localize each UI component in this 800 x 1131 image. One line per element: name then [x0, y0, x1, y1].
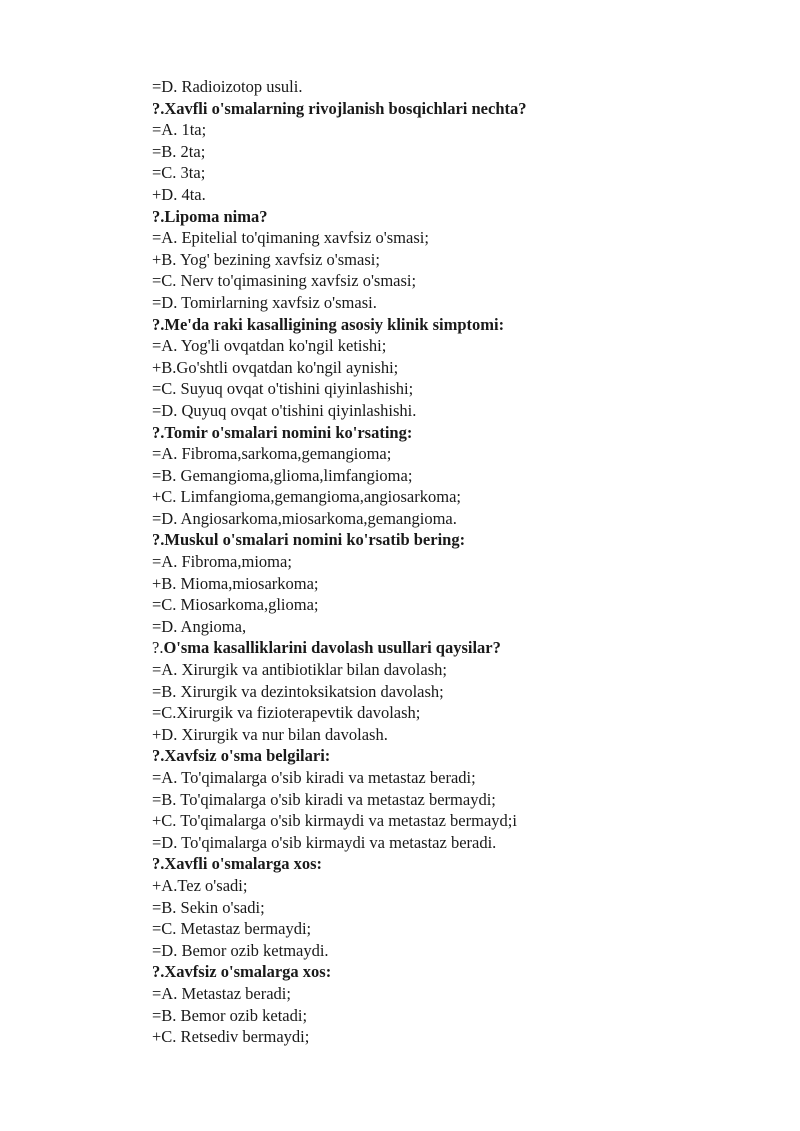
answer-option: =C. Suyuq ovqat o'tishini qiyinlashishi;	[152, 379, 414, 399]
answer-option: =C. 3ta;	[152, 163, 206, 183]
question-text: Muskul o'smalari nomini ko'rsatib bering:	[164, 530, 466, 550]
question-marker: ?.	[152, 746, 165, 766]
question-text: Tomir o'smalari nomini ko'rsating:	[164, 422, 413, 442]
answer-option: +C. Limfangioma,gemangioma,angiosarkoma;	[152, 487, 461, 507]
answer-option: =C. Metastaz bermaydi;	[152, 919, 312, 939]
answer-option: =A. Yog'li ovqatdan ko'ngil ketishi;	[152, 336, 387, 356]
question-marker: ?.	[152, 638, 164, 658]
question-line	[152, 206, 772, 228]
question-marker: ?.	[152, 854, 165, 874]
answer-option: =B. Xirurgik va dezintoksikatsion davolash;	[152, 681, 444, 701]
question-line	[152, 314, 772, 336]
question-line	[152, 637, 772, 659]
answer-option: +C. To'qimalarga o'sib kirmaydi va metastaz bermayd;i	[152, 811, 517, 831]
question-line	[152, 529, 772, 551]
answer-option: =B. Bemor ozib ketadi;	[152, 1005, 308, 1025]
question-marker: ?.	[152, 422, 165, 442]
answer-option: =B. Sekin o'sadi;	[152, 897, 265, 917]
answer-option: =A. Fibroma,mioma;	[152, 552, 292, 572]
answer-option: =A. Fibroma,sarkoma,gemangioma;	[152, 444, 392, 464]
answer-option: =A. Xirurgik va antibiotiklar bilan davolash;	[152, 660, 447, 680]
answer-option: =B. Gemangioma,glioma,limfangioma;	[152, 465, 413, 485]
question-line	[152, 98, 772, 120]
answer-option: =D. Bemor ozib ketmaydi.	[152, 940, 329, 960]
question-text: Me'da raki kasalligining asosiy klinik simptomi:	[164, 314, 505, 334]
answer-option: +A.Tez o'sadi;	[152, 875, 248, 895]
answer-option: =D. Radioizotop usuli.	[152, 77, 303, 96]
question-marker: ?.	[152, 98, 165, 118]
answer-option: =D. Quyuq ovqat o'tishini qiyinlashishi.	[152, 400, 417, 420]
answer-option: =A. Epitelial to'qimaning xavfsiz o'smasi;	[152, 228, 429, 248]
answer-option: =A. Metastaz beradi;	[152, 983, 291, 1003]
answer-option: =D. Tomirlarning xavfsiz o'smasi.	[152, 292, 377, 312]
question-marker: ?.	[152, 206, 165, 226]
quiz-text-body	[152, 76, 772, 1048]
question-text: Xavfli o'smalarga xos:	[164, 854, 323, 874]
answer-option: =D. To'qimalarga o'sib kirmaydi va metastaz beradi.	[152, 832, 497, 852]
question-line	[152, 961, 772, 983]
answer-option: =A. To'qimalarga o'sib kiradi va metastaz beradi;	[152, 768, 476, 787]
answer-option: +B. Mioma,miosarkoma;	[152, 573, 319, 593]
answer-option: =D. Angioma,	[152, 616, 247, 636]
answer-option: +D. 4ta.	[152, 184, 206, 204]
question-marker: ?.	[152, 530, 165, 550]
question-text: Lipoma nima?	[164, 206, 268, 226]
question-marker: ?.	[152, 314, 165, 334]
answer-option: =D. Angiosarkoma,miosarkoma,gemangioma.	[152, 508, 457, 528]
answer-option: +C. Retsediv bermaydi;	[152, 1027, 310, 1047]
answer-option: =C.Xirurgik va fizioterapevtik davolash;	[152, 703, 421, 723]
question-marker: ?.	[152, 962, 165, 982]
question-line	[152, 853, 772, 875]
question-text: O'sma kasalliklarini davolash usullari qaysilar?	[163, 638, 501, 658]
question-text: Xavfsiz o'sma belgilari:	[164, 746, 331, 766]
answer-option: =B. 2ta;	[152, 141, 206, 161]
answer-option: =C. Nerv to'qimasining xavfsiz o'smasi;	[152, 271, 417, 291]
question-text: Xavfli o'smalarning rivojlanish bosqichlari nechta?	[164, 98, 527, 118]
question-line	[152, 422, 772, 444]
answer-option: +B. Yog' bezining xavfsiz o'smasi;	[152, 249, 380, 269]
answer-option: +D. Xirurgik va nur bilan davolash.	[152, 724, 388, 744]
answer-option: +B.Go'shtli ovqatdan ko'ngil aynishi;	[152, 357, 399, 377]
answer-option: =C. Miosarkoma,glioma;	[152, 595, 319, 615]
question-line	[152, 745, 772, 767]
answer-option: =A. 1ta;	[152, 120, 207, 140]
question-text: Xavfsiz o'smalarga xos:	[164, 962, 332, 982]
answer-option: =B. To'qimalarga o'sib kiradi va metastaz bermaydi;	[152, 789, 496, 809]
